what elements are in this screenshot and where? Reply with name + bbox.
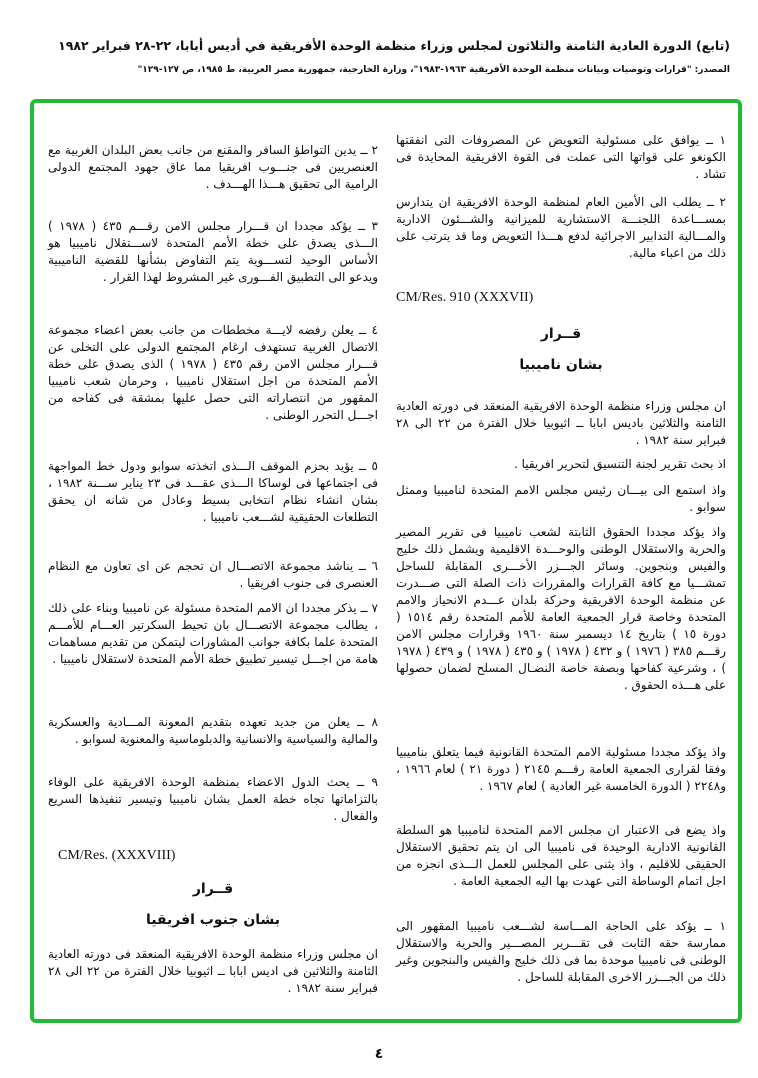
- paragraph-op7-recalls: ٧ ــ يذكر مجددا ان الامم المتحدة مسئولة عن ناميبيا وبناء على ذلك ، يطالب مجموعة الاتصـــال بان تحيط السكرتير العـــام للأمـــم المتحدة علما بكافة جوانب المشاورات ليتمكن من تقديم مساهمات هامة من اجـــل تيسير تطبيق خطة الأمم المتحدة لاستقلال ناميبيا .: [48, 601, 378, 666]
- preamble-rights: واذ يؤكد مجددا الحقوق الثابتة لشعب ناميبيا فى تقرير المصير والحرية والاستقلال الوطنى والوحـــدة الاقليمية ويشمل ذلك خليج والفيس وبنجوين. وسائر الجـــزر الأخـــرى المقابلة للساحل تمشـــيا مع كافة القرارات والمقررات ذات الصلة التى صـــدرت عن منظمة الوحدة الافريقية وحركة بلدان عـــدم الانحياز والامم المتحدة وخاصة قرار الجمعية العامة للأمم المتحدة رقم ١٥١٤ ( دورة ١٥ ) بتاريخ ١٤ ديسمبر سنة ١٩٦٠ وقرارات مجلس الامن رقـــم ٣٨٥ ( ١٩٧٦ ) و ٤٣٢ ( ١٩٧٨ ) و ٤٣٥ ( ١٩٧٨ ) و ٤٣٩ ( ١٩٧٨ ) ، وشرعية كفاحها وبصفة خاصة النضـال المسلح لضمان حصولها على هـــذه الحقوق .: [396, 525, 727, 692]
- paragraph-op8-pledges: ٨ ــ يعلن من جديد تعهده بتقديم المعونة المـــادية والعسكرية والمالية والسياسية والانسانية والدبلوماسية والمعنوية لسوابو .: [48, 715, 378, 746]
- paragraph-op4-rejects: ٤ ــ يعلن رفضه لايـــة مخططات من جانب بعض اعضاء مجموعة الاتصال الغربية تستهدف ارغام المجتمع الدولى على التخلى عن قـــرار مجلس الامن رقم ٤٣٥ ( ١٩٧٨ ) الذى يصدق على خطة الأمم المتحدة من اجل استقلال ناميبيا ، وحرمان شعب ناميبيا المقهور من انتصاراته التى حصل عليها بمشقة فى كفاحه من اجـــل التحرر الوطنى .: [48, 323, 379, 422]
- decision-subject: بشان ناميبيا: [519, 357, 603, 373]
- decision-title: قــرار: [540, 326, 582, 342]
- paragraph-op2-secretary: ٢ ــ يطلب الى الأمين العام لمنظمة الوحدة الافريقية ان يتدارس بمســـاعدة اللجنـــة الاستشارية للميزانية والشـــئون الادارية والمـــالية التدابير الاجرائية لدفع هـــذا التعويض وما قد يترتب على ذلك من اعباء مالية.: [396, 195, 726, 260]
- preamble-report: اذ بحث تقرير لجنة التنسيق لتحرير افريقيا .: [513, 457, 726, 471]
- resolution-code: CM/Res. (XXXVIII): [58, 848, 176, 863]
- paragraph-op9-urges: ٩ ــ يحث الدول الاعضاء بمنظمة الوحدة الافريقية على الوفاء بالتزاماتها تجاه خطة العمل بشان ناميبيا وتيسير تنفيذها السريع والفعال .: [48, 775, 378, 823]
- decision-title: قــرار: [192, 881, 234, 897]
- preamble-listened: واذ استمع الى بيـــان رئيس مجلس الامم المتحدة لناميبيا وممثل سوابو .: [396, 483, 726, 514]
- resolution-code: CM/Res. 910 (XXXVII): [396, 290, 534, 305]
- paragraph-op5-supports: ٥ ــ يؤيد بحزم الموقف الـــذى اتخذته سوابو ودول خط المواجهة فى اجتماعها فى لوساكا الـــذى عقـــد فى ٢٣ يناير ســـنة ١٩٨٢ ، بشان انشاء نظام انتخابى بسيط وعادل من شانه ان يحقق التطلعات الحقيقية لشـــعب ناميبيا .: [48, 459, 378, 524]
- page-number: ٤: [374, 1046, 384, 1062]
- preamble-intro: ان مجلس وزراء منظمة الوحدة الافريقية المنعقد فى دورته العادية الثامنة والثلاثين فى اديس ابابا ــ اثيوبيا خلال الفترة من ٢٢ الى ٢٨ فبراير سنة ١٩٨٢ .: [48, 947, 378, 995]
- preamble-responsibility: واذ يؤكد مجددا مسئولية الامم المتحدة القانونية فيما يتعلق بناميبيا وفقا لقرارى الجمعية العامة رقـــم ٢١٤٥ ( دورة ٢١ ) لعام ١٩٦٦ ، و٢٢٤٨ ( الدورة الخامسة غير العادية ) لعام ١٩٦٧ .: [396, 745, 727, 793]
- preamble-intro: ان مجلس وزراء منظمة الوحدة الافريقية المنعقد فى دورته العادية الثامنة والثلاثين باديس ابابا ــ اثيوبيا خلال الفترة من ٢٢ الى ٢٨ فبراير سنة ١٩٨٢ .: [396, 399, 727, 447]
- preamble-consideration: واذ يضع فى الاعتبار ان مجلس الامم المتحدة لناميبيا هو السلطة القانونية الادارية الوحيدة فى ناميبيا الى ان يتم تحقيق الاستقلال الحقيقى للاقليم ، واذ يثنى على المجلس للعمل الـــذى انجزه من اجل اتمام الوساطة التى عهدت بها اليه الجمعية العامة .: [396, 823, 726, 888]
- document-header-title: (تابع) الدورة العادية الثامنة والثلاثون لمجلس وزراء منظمة الوحدة الأفريقية في أديس أبابا، ٢٢-٢٨ فبراير ١٩٨٢: [58, 38, 730, 53]
- decision-subject: بشان جنوب افريقيا: [145, 912, 281, 928]
- paragraph-op3-resolution-435: ٣ ــ يؤكد مجددا ان قـــرار مجلس الامن رقـــم ٤٣٥ ( ١٩٧٨ ) الـــذى يصدق على خطة الأمم المتحدة لاســـتقلال ناميبيا هو الأساس الوحيد لتســـوية يتم التفاوض بشأنها للقضية الناميبية ويدعو الى التطبيق الفـــورى غير المشروط لهذا القرار .: [48, 219, 378, 284]
- paragraph-op1-namibia: ١ ــ يؤكد على الحاجة المـــاسة لشـــعب ناميبيا المقهور الى ممارسة حقه الثابت فى تقـــرير المصـــير والحرية والاستقلال الوطنى فى ناميبيا موحدة بما فى ذلك خليج والفيس والبنجوين وغير ذلك من الجـــزر الاخرى المقابلة للساحل .: [396, 919, 726, 984]
- paragraph-op2-condemns: ٢ ــ يدين التواطؤ السافر والمقنع من جانب بعض البلدان الغربية مع العنصريين فى جنـــوب افريقيا مما عاق جهود المجتمع الدولى الرامية الى تحقيق هـــذا الهـــدف .: [48, 143, 378, 191]
- document-source-line: المصدر: "قرارات وتوصيات وبيانات منظمة الوحدة الأفريقية ١٩٦٣-١٩٨٣"، وزارة الخارجية، جمهورية مصر العربية، ط ١٩٨٥، ص ١٢٧-١٢٩": [137, 65, 730, 75]
- paragraph-op6-appeals: ٦ ــ يناشد مجموعة الاتصـــال ان تحجم عن اى تعاون مع النظام العنصرى فى جنوب افريقيا .: [48, 559, 378, 590]
- paragraph-op1-compensation: ١ ــ يوافق على مسئولية التعويض عن المصروفات التى انفقتها الكونغو على قواتها التى عملت فى القوة الافريقية المحايدة فى تشاد .: [396, 133, 726, 181]
